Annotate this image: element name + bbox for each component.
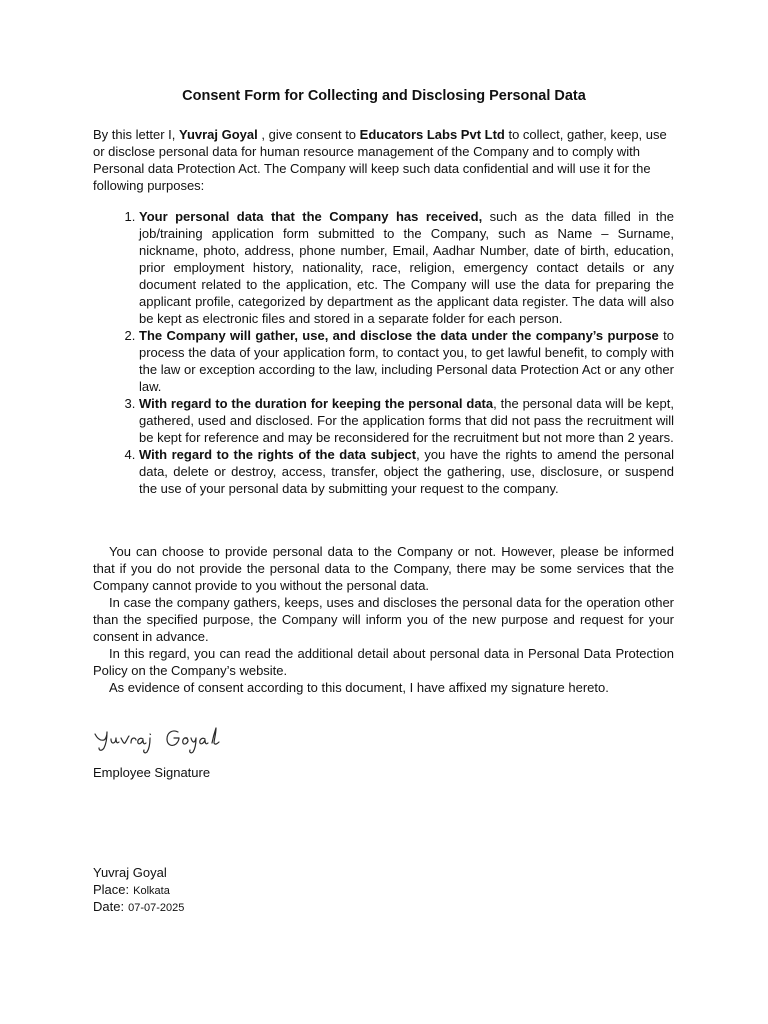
list-item: [139, 327, 674, 395]
policy-paragraph: In this regard, you can read the additional detail about personal data in Personal Data Protection Policy on the Company’s website.: [93, 646, 674, 678]
purpose-heading: Your personal data that the Company has received,: [139, 209, 483, 224]
purpose-text: to process the data of your application form, to contact you, to get lawful benefit, to comply with the law or exception according to the law, including Personal data Protection Act or any other law.: [139, 328, 674, 394]
footer-name: Yuvraj Goyal: [93, 865, 167, 880]
place-value: Kolkata: [133, 885, 170, 897]
signature-label: Employee Signature: [93, 765, 211, 780]
intro-mid: , give consent to: [257, 127, 360, 142]
intro-rest: to collect, gather, keep, use or disclose personal data for human resource management of the Company and to comply with Personal data Protection Act. The Company will keep such data confidential and will use it for the following purposes:: [93, 127, 667, 193]
purpose-text: , the personal data will be kept, gathered, used and disclosed. For the application forms that did not pass the recruitment will be kept for reference and may be reconsidered for the recruitment but not more than 2 years.: [139, 396, 674, 445]
company-name: Educators Labs Pvt Ltd: [359, 127, 505, 142]
other-purpose-paragraph: In case the company gathers, keeps, uses and discloses the personal data for the operation other than the specified purpose, the Company will inform you of the new purpose and request for your consent in advance.: [93, 595, 674, 644]
page-title: Consent Form for Collecting and Disclosing Personal Data: [182, 88, 586, 104]
purpose-text: such as the data filled in the job/training application form submitted to the Company, such as Name – Surname, nickname, photo, address, phone number, Email, Aadhar Number, date of birth, education, prior employment history, nationality, race, religion, emergency contact details or any document related to the application, etc. The Company will use the data for preparing the applicant profile, categorized by department as the applicant data register. The data will also be kept as electronic files and stored in a separate folder for each person.: [139, 209, 674, 326]
purposes-list: [93, 208, 674, 497]
purpose-heading: With regard to the duration for keeping the personal data: [139, 396, 494, 411]
date-label: Date:: [93, 899, 125, 914]
purpose-heading: The Company will gather, use, and disclose the data under the company’s purpose: [139, 328, 659, 343]
choice-paragraph: You can choose to provide personal data to the Company or not. However, please be informed that if you do not provide the personal data to the Company, there may be some services that the Company cannot provide to you without the personal data.: [93, 544, 674, 593]
intro-paragraph: [93, 126, 674, 194]
date-row: [93, 898, 184, 917]
purpose-text: , you have the rights to amend the personal data, delete or destroy, access, transfer, object the gathering, use, disclosure, or suspend the use of your personal data by submitting your request to the company.: [139, 447, 674, 496]
list-item: [139, 446, 674, 497]
handwritten-signature: [92, 724, 237, 766]
intro-prefix: By this letter I,: [93, 127, 179, 142]
evidence-paragraph: As evidence of consent according to this document, I have affixed my signature hereto.: [109, 680, 609, 695]
place-label: Place:: [93, 882, 130, 897]
employee-name: Yuvraj Goyal: [178, 127, 258, 142]
list-item: [139, 395, 674, 446]
date-value: 07-07-2025: [128, 902, 185, 914]
list-item: [139, 208, 674, 327]
purpose-heading: With regard to the rights of the data subject: [139, 447, 417, 462]
